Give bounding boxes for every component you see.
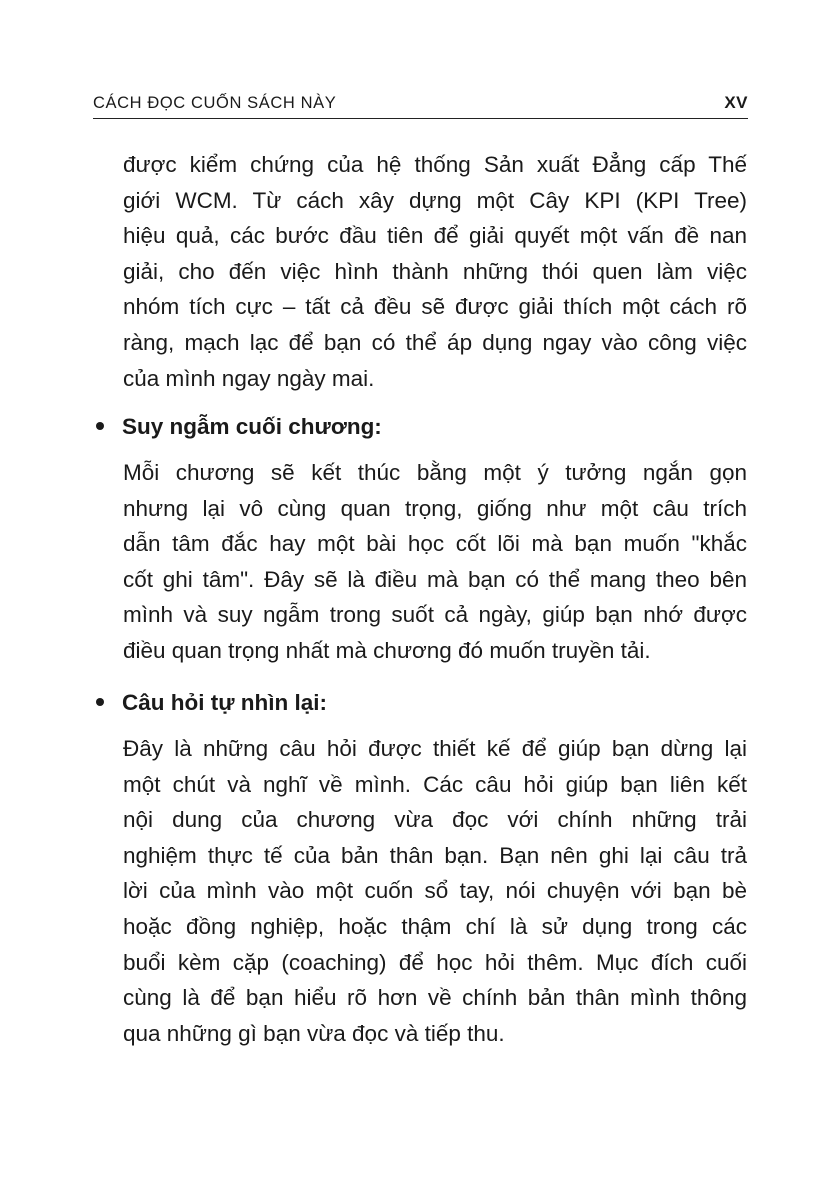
text-line: giới WCM. Từ cách xây dựng một Cây KPI (KPI Tree) [123,187,747,213]
text-line: Mỗi chương sẽ kết thúc bằng một ý tưởng ngắn gọn [123,460,747,485]
text-line: lời của mình vào một cuốn sổ tay, nói chuyện với bạn bè [123,878,747,904]
section-heading-text: Câu hỏi tự nhìn lại: [122,690,328,715]
text-line: của mình ngay ngày mai. [123,365,375,391]
paragraph [123,455,747,669]
text-line: được kiểm chứng của hệ thống Sản xuất Đẳng cấp Thế [123,152,747,177]
text-line: cùng là để bạn hiểu rõ hơn về chính bản thân mình thông [123,985,747,1011]
text-line: nhóm tích cực – tất cả đều sẽ được giải thích một cách rõ [123,294,747,320]
text-line: điều quan trọng nhất mà chương đó muốn truyền tải. [123,637,651,663]
text-line: nghiệm thực tế của bản thân bạn. Bạn nên ghi lại câu trả [123,842,747,868]
text-line: qua những gì bạn vừa đọc và tiếp thu. [123,1020,505,1046]
text-line: giải, cho đến việc hình thành những thói quen làm việc [123,258,747,284]
text-line: buổi kèm cặp (coaching) để học hỏi thêm. Mục đích cuối [123,949,747,975]
text-line: một chút và nghĩ về mình. Các câu hỏi giúp bạn liên kết [123,771,747,797]
paragraph [123,147,747,396]
text-line: Đây là những câu hỏi được thiết kế để giúp bạn dừng lại [123,736,747,761]
paragraph [123,731,747,1051]
running-title: CÁCH ĐỌC CUỐN SÁCH NÀY [93,94,337,112]
text-line: hoặc đồng nghiệp, hoặc thậm chí là sử dụng trong các [123,913,747,939]
intro-paragraph [123,147,747,396]
bullet-icon [96,422,104,430]
running-header [93,92,748,119]
text-line: nội dung của chương vừa đọc với chính những trải [123,807,747,833]
page-number: XV [724,93,748,112]
section-heading [96,412,382,442]
text-line: ràng, mạch lạc để bạn có thể áp dụng ngay vào công việc [123,329,747,355]
section-body [123,455,747,669]
text-line: hiệu quả, các bước đầu tiên để giải quyết một vấn đề nan [123,223,747,249]
bullet-icon [96,698,104,706]
text-line: mình và suy ngẫm trong suốt cả ngày, giúp bạn nhớ được [123,602,747,628]
section-heading-text: Suy ngẫm cuối chương: [122,414,382,439]
section-body [123,731,747,1051]
text-line: nhưng lại vô cùng quan trọng, giống như một câu trích [123,495,747,521]
text-line: cốt ghi tâm". Đây sẽ là điều mà bạn có thể mang theo bên [123,566,747,592]
section-heading [96,688,327,718]
text-line: dẫn tâm đắc hay một bài học cốt lõi mà bạn muốn "khắc [123,531,747,557]
